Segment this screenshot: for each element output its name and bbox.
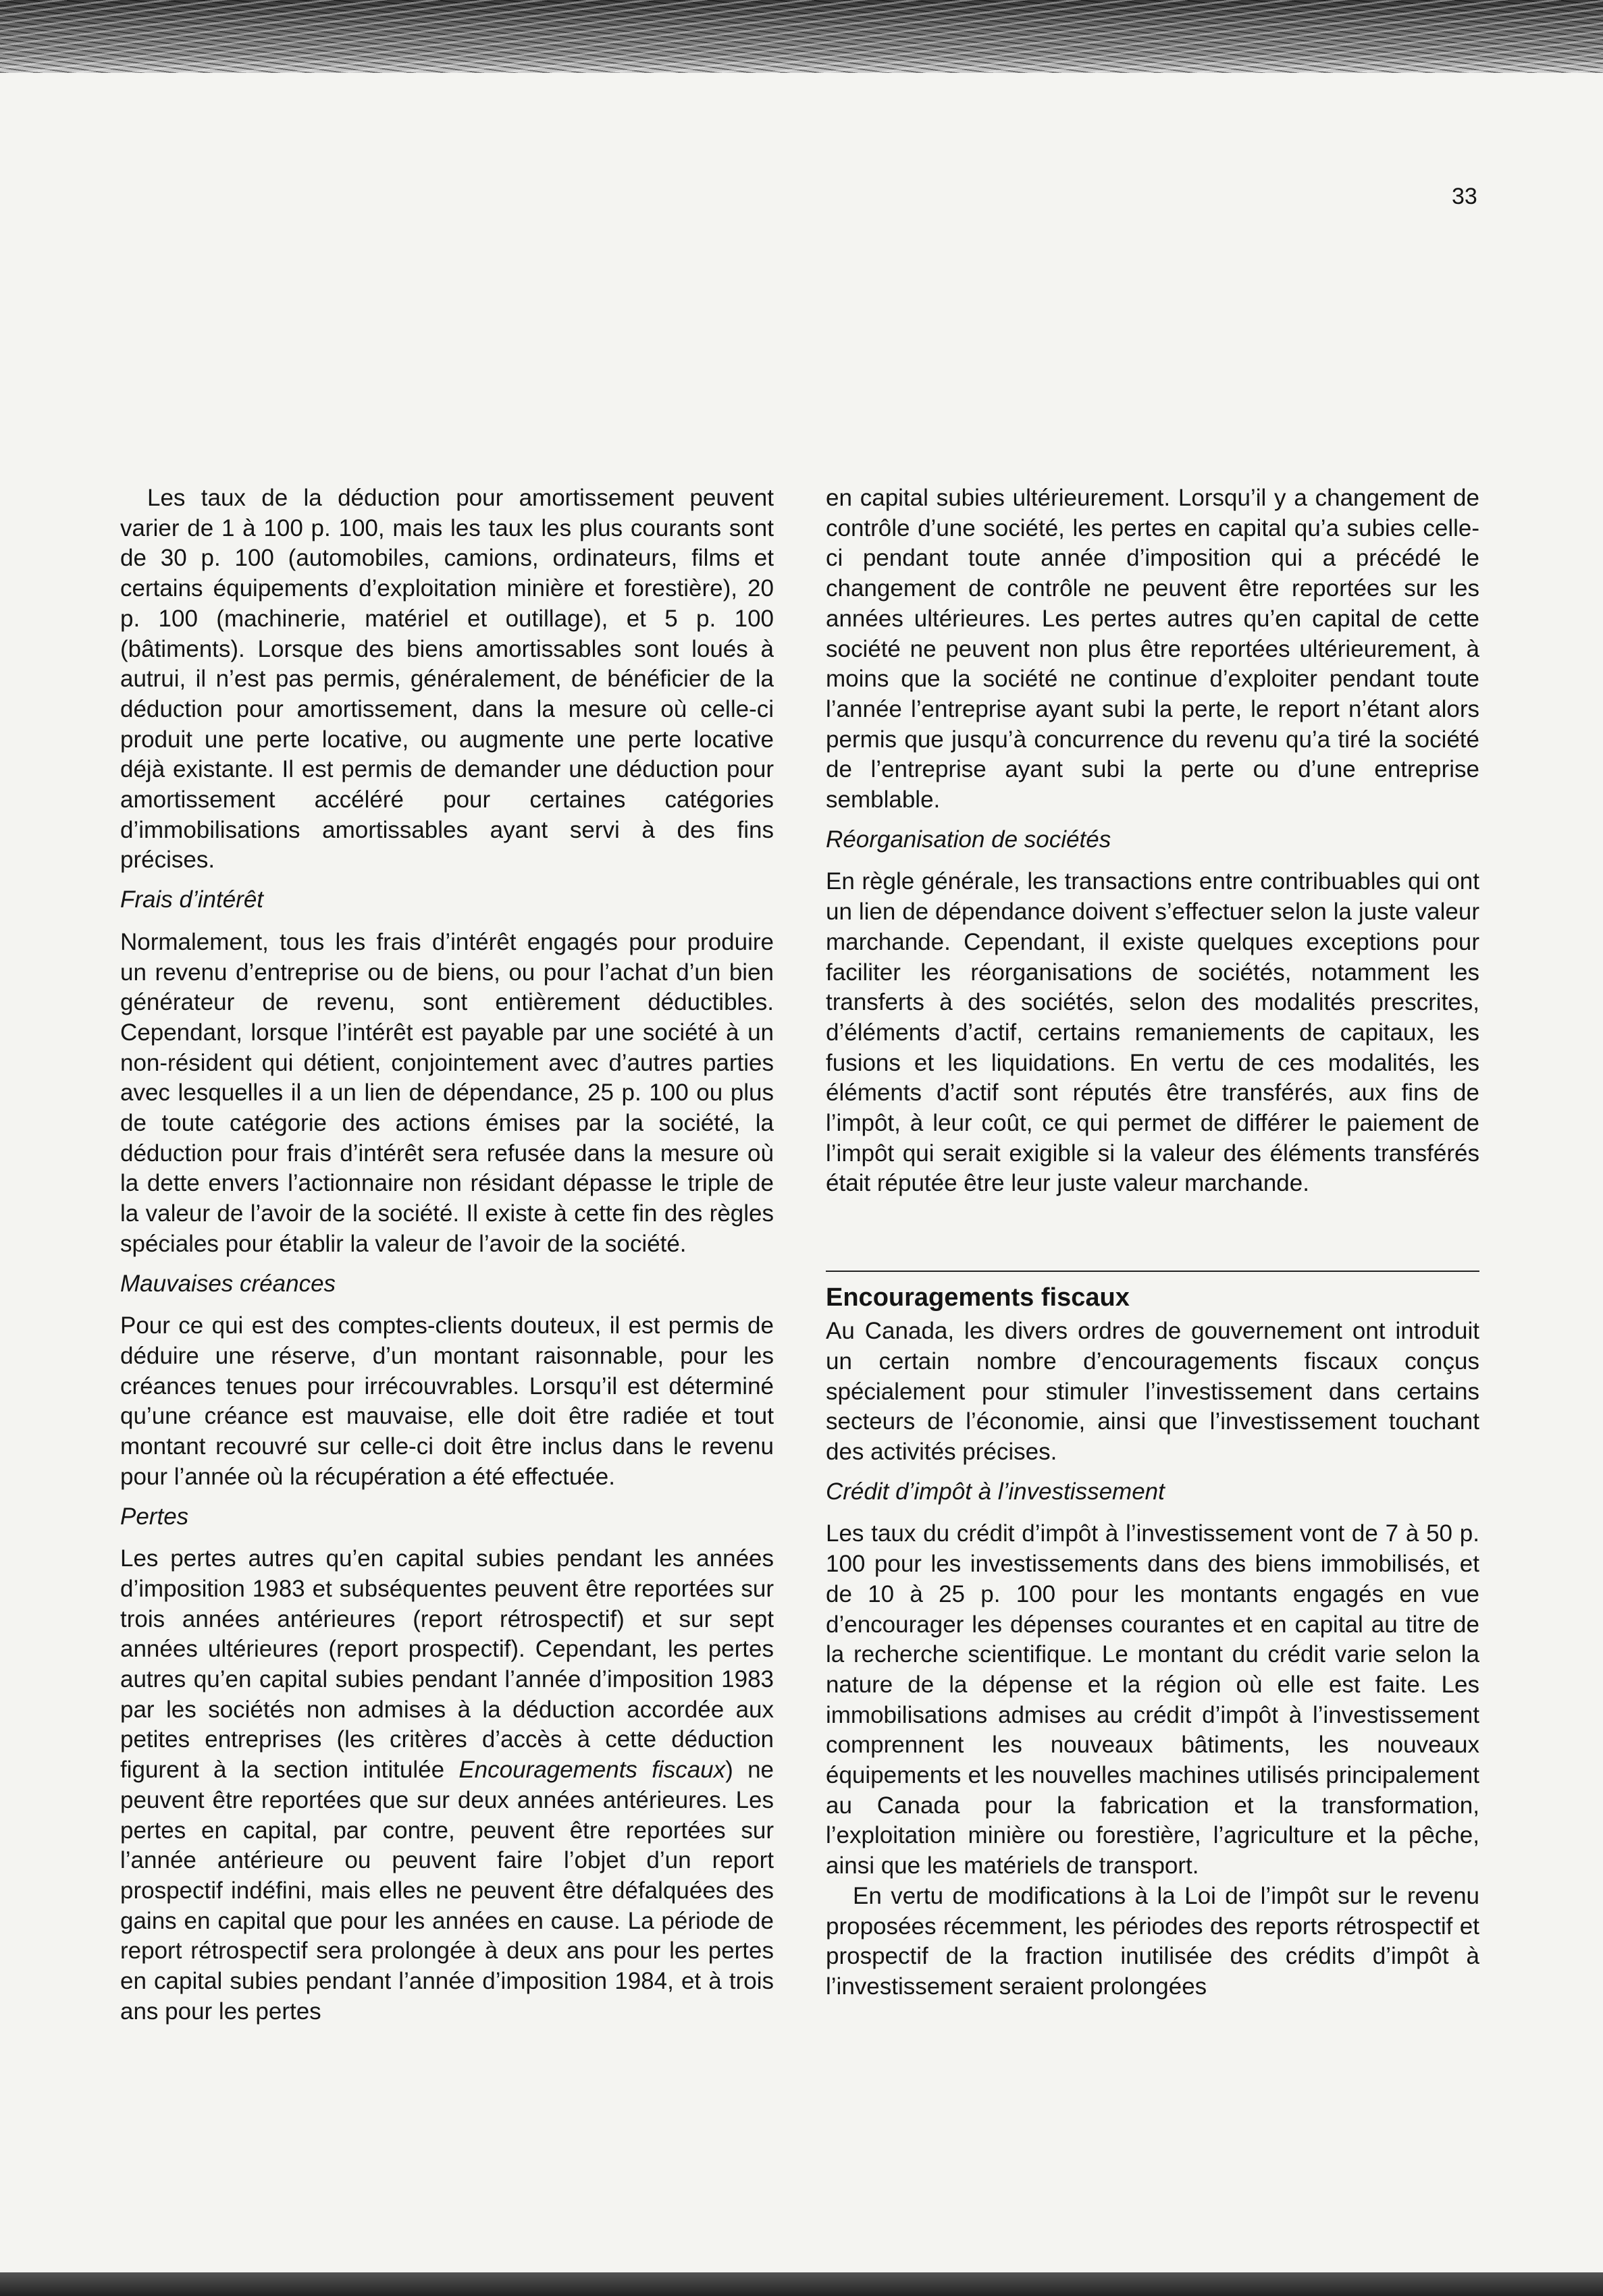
paragraph-pertes-emphasis: Encouragements fiscaux (458, 1757, 726, 1784)
heading-mauvaises-creances: Mauvaises créances (120, 1270, 336, 1297)
scan-edge-top (0, 0, 1603, 73)
paragraph-credit-impot: Les taux du crédit d’impôt à l’investissement vont de 7 à 50 p. 100 pour les investissements dans des biens immobilisés, et de 10 à 25 p. 100 pour les montants engagés en vue d’encourager les dépenses courantes et en capital au titre de la recherche scientifique. Le montant du crédit varie selon la nature de la dépense et la région où elle est faite. Les immobilisations admises au crédit d’impôt à l’investissement comprennent les nouveaux bâtiments, les nouveaux équipements et les nouvelles machines utilisés principalement au Canada pour la fabrication et la transformation, l’exploitation minière ou forestière, l’agriculture et la pêche, ainsi que les matériels de transport. (826, 1520, 1479, 1879)
right-column (826, 483, 1479, 2002)
paragraph-encouragements: Au Canada, les divers ordres de gouvernement ont introduit un certain nombre d’encouragements fiscaux conçus spécialement pour stimuler l’investissement dans certains secteurs de l’économie, ainsi que l’investissement touchant des activités précises. (826, 1318, 1479, 1465)
heading-pertes: Pertes (120, 1503, 189, 1530)
paragraph-pertes (120, 1544, 774, 2027)
section-divider (826, 1271, 1479, 1272)
heading-reorganisation: Réorganisation de sociétés (826, 826, 1111, 853)
paragraph-pertes-continued: en capital subies ultérieurement. Lorsqu’il y a changement de contrôle d’une société, les pertes en capital qu’a subies celle-ci pendant toute année d’imposition qui a précédé le changement de contrôle ne peuvent être reportées sur les années ultérieures. Les pertes autres qu’en capital de cette société ne peuvent non plus être reportées ultérieurement, à moins que la société ne continue d’exploiter pendant toute l’année l’entreprise ayant subi la perte, le report n’étant alors permis que jusqu’à concurrence du revenu qu’a tiré la société de l’entreprise ayant subi la perte ou d’une entreprise semblable. (826, 485, 1479, 813)
paragraph-reorganisation: En règle générale, les transactions entre contribuables qui ont un lien de dépendance doivent s’effectuer selon la juste valeur marchande. Cependant, il existe quelques exceptions pour faciliter les réorganisations de sociétés, notamment les transferts à des sociétés, selon des modalités prescrites, d’éléments d’actif, certains remaniements de capitaux, les fusions et les liquidations. En vertu de ces modalités, les éléments d’actif sont réputés être transférés, aux fins de l’impôt, à leur coût, ce qui permet de différer le paiement de l’impôt qui serait exigible si la valeur des éléments transférés était réputée être leur juste valeur marchande. (826, 868, 1479, 1197)
page-number: 33 (1452, 184, 1477, 209)
paragraph-modifications: En vertu de modifications à la Loi de l’impôt sur le revenu proposées récemment, les périodes des reports rétrospectif et prospectif de la fraction inutilisée des crédits d’impôt à l’investissement seraient prolongées (826, 1882, 1479, 2000)
paragraph-mauvaises-creances: Pour ce qui est des comptes-clients douteux, il est permis de déduire une réserve, d’un montant raisonnable, pour les créances tenues pour irrécouvrables. Lorsqu’il est déterminé qu’une créance est mauvaise, elle doit être radiée et tout montant recouvré sur celle-ci doit être inclus dans le revenu pour l’année où la récupération a été effectuée. (120, 1312, 774, 1490)
scan-edge-bottom (0, 2272, 1603, 2296)
paragraph-amortissement: Les taux de la déduction pour amortissement peuvent varier de 1 à 100 p. 100, mais les taux les plus courants sont de 30 p. 100 (automobiles, camions, ordinateurs, films et certains équipements d’exploitation minière et forestière), 20 p. 100 (machinerie, matériel et outillage), et 5 p. 100 (bâtiments). Lorsque des biens amortissables sont loués à autrui, il n’est pas permis, généralement, de bénéficier de la déduction pour amortissement, dans la mesure où celle-ci produit une perte locative, ou augmente une perte locative déjà existante. Il est permis de demander une déduction pour amortissement accéléré pour certaines catégories d’immobilisations amortissables ayant servi à des fins précises. (120, 485, 774, 874)
heading-credit-impot: Crédit d’impôt à l’investissement (826, 1478, 1165, 1505)
heading-encouragements-fiscaux: Encouragements fiscaux (826, 1283, 1130, 1312)
left-column (120, 483, 774, 2027)
paragraph-pertes-part-1: Les pertes autres qu’en capital subies pendant les années d’imposition 1983 et subséquentes peuvent être reportées sur trois années antérieures (report rétrospectif) et sur sept années ultérieures (report prospectif). Cependant, les pertes autres qu’en capital subies pendant l’année d’imposition 1983 par les sociétés non admises à la déduction accordée aux petites entreprises (les critères d’accès à cette déduction figurent à la section intitulée (120, 1545, 774, 1784)
paragraph-frais-interet: Normalement, tous les frais d’intérêt engagés pour produire un revenu d’entreprise ou de biens, ou pour l’achat d’un bien générateur de revenu, sont entièrement déductibles. Cependant, lorsque l’intérêt est payable par une société à un non-résident qui détient, conjointement avec d’autres parties avec lesquelles il a un lien de dépendance, 25 p. 100 ou plus de toute catégorie des actions émises par la société, la déduction pour frais d’intérêt sera refusée dans la mesure où la dette envers l’actionnaire non résidant dépasse le triple de la valeur de l’avoir de la société. Il existe à cette fin des règles spéciales pour établir la valeur de l’avoir de la société. (120, 928, 774, 1257)
paragraph-pertes-part-2: ) ne peuvent être reportées que sur deux années antérieures. Les pertes en capital, par contre, peuvent être reportées sur l’année antérieure ou peuvent faire l’objet d’un report prospectif indéfini, mais elles ne peuvent être défalquées des gains en capital que pour les années en cause. La période de report rétrospectif sera prolongée à deux ans pour les pertes en capital subies pendant l’année d’imposition 1984, et à trois ans pour les pertes (120, 1757, 774, 2025)
heading-frais-interet: Frais d’intérêt (120, 886, 264, 913)
